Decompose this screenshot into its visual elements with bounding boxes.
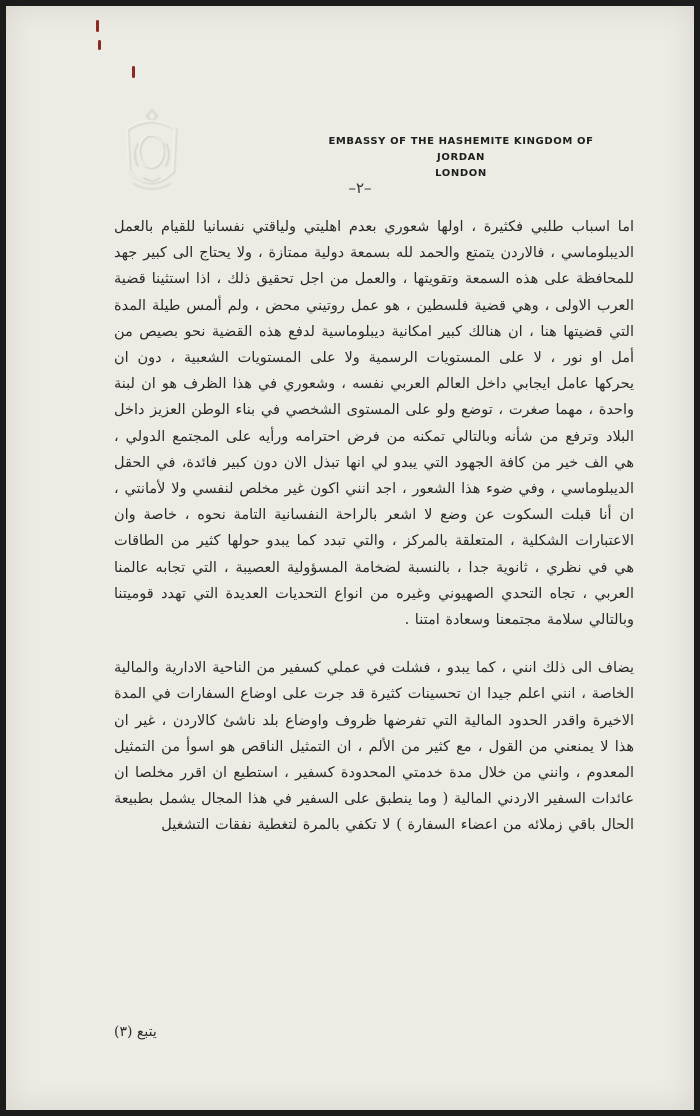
letter-body: [114, 214, 634, 839]
paragraph-1: اما اسباب طلبي فكثيرة ، اولها شعوري بعدم اهليتي ولياقتي نفسانيا للقيام بالعمل الديبلوماسي ، فالاردن يتمتع والحمد لله بسمعة دولية ممتازة ، ولا يحتاج الى كبير جهد للمحافظة على هذه السمعة وتقويتها ، والعمل من اجل تحقيق ذلك ، اذا استثينا قضية العرب الاولى ، وهي قضية فلسطين ، هو عمل روتيني محض ، ولم ألمس طيلة المدة التي قضيتها هنا ، ان هنالك كبير امكانية ديبلوماسية لدفع هذه القضية نحو بصيص من أمل او نور ، لا على المستويات الرسمية ولا على المستويات الشعبية ، دون ان يحركها عامل ايجابي داخل العالم العربي نفسه ، وشعوري في هذا الظرف هو ان لبنة واحدة ، مهما صغرت ، توضع ولو على المستوى الشخصي في بناء الوطن العزيز داخل البلاد وترفع من شأنه وبالتالي تمكنه من فرض احترامه ورأيه على المجتمع الدولي ، هي الف خير من كافة الجهود التي يبدو لي انها تبذل الان دون كبير فائدة، في الحقل الديبلوماسي ، وفي ضوء هذا الشعور ، اجد انني اكون غير مخلص لنفسي ولا لأمانتي ، ان أنا قبلت السكوت عن وضع لا اشعر بالراحة النفسانية التامة نحوه ، خاصة وان الاعتبارات الشكلية ، المتعلقة بالمركز ، والتي تبدد كما يبدو حولها كثير من الطاقات هي في نظري ، ثانوية جدا ، بالنسبة لضخامة المسؤولية العصيبة ، التي تجابه عالمنا العربي ، تجاه التحدي الصهيوني وغيره من انواع التحديات العديدة التي تهدد قوميتنا وبالتالي سلامة مجتمعنا وسعادة امتنا .: [114, 219, 634, 629]
crest-icon: [114, 104, 190, 196]
page-number: –٢–: [348, 179, 372, 197]
red-ink-mark: [132, 66, 135, 78]
letterhead-embassy-name: EMBASSY OF THE HASHEMITE KINGDOM OF JORDAN: [328, 136, 594, 163]
continuation-note: يتبع (٣): [114, 1024, 157, 1040]
paragraph-2: يضاف الى ذلك انني ، كما يبدو ، فشلت في عملي كسفير من الناحية الادارية والمالية الخاصة ، انني اعلم جيدا ان تحسينات كثيرة قد جرت على اوضاع السفارات في المدة الاخيرة واقدر الحدود المالية التي تفرضها ظروف واوضاع بلد ناشئ كالاردن ، غير ان هذا لا يمنعني من القول ، مع كثير من الألم ، ان التمثيل الناقص هو اسوأ من التمثيل المعدوم ، وانني من خلال مدة خدمتي المحدودة كسفير ، استطيع ان اقرر مخلصا ان عائدات السفير الاردني المالية ( وما ينطبق على السفير في هذا المجال يشمل بطبيعة الحال باقي زملائه من اعضاء السفارة ) لا تكفي بالمرة لتغطية نفقات التشغيل: [114, 660, 634, 834]
letterhead: [306, 134, 616, 182]
embossed-crest-seal: [114, 104, 190, 196]
letterhead-city: LONDON: [435, 168, 487, 179]
document-page: [6, 6, 694, 1110]
red-ink-mark: [96, 20, 99, 32]
red-ink-mark: [98, 40, 101, 50]
